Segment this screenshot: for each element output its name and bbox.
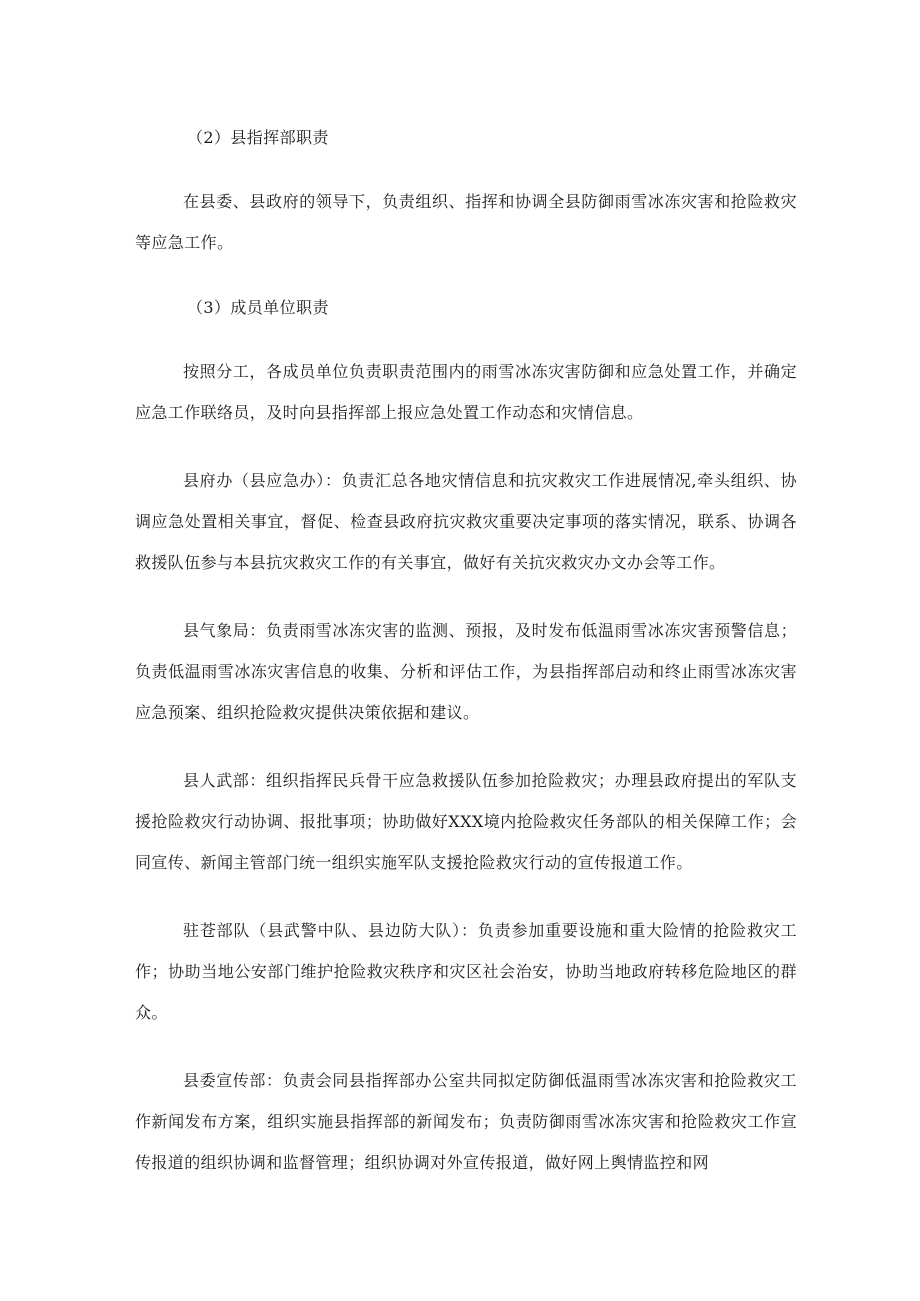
paragraph-stationed-troops: 驻苍部队（县武警中队、县边防大队）：负责参加重要设施和重大险情的抢险救灾工作；协助当地公安部门维护抢险救灾秩序和灾区社会治安，协助当地政府转移危险地区的群众。 xyxy=(135,921,797,1022)
paragraph-county-government-office: 县府办（县应急办）：负责汇总各地灾情信息和抗灾救灾工作进展情况,牵头组织、协调应急处置相关事宜，督促、检查县政府抗灾救灾重要决定事项的落实情况，联系、协调各救援队伍参与本县抗灾救灾工作的有关事宜，做好有关抗灾救灾办文办会等工作。 xyxy=(135,471,797,572)
section-heading-county-command: （2）县指挥部职责 xyxy=(187,128,329,147)
paragraph-county-armed-forces-department: 县人武部：组织指挥民兵骨干应急救援队伍参加抢险救灾；办理县政府提出的军队支援抢险救灾行动协调、报批事项；协助做好XXX境内抢险救灾任务部队的相关保障工作；会同宣传、新闻主管部门统一组织实施军队支援抢险救灾行动的宣传报道工作。 xyxy=(135,771,797,872)
paragraph-county-meteorological-bureau: 县气象局：负责雨雪冰冻灾害的监测、预报，及时发布低温雨雪冰冻灾害预警信息；负责低温雨雪冰冻灾害信息的收集、分析和评估工作，为县指挥部启动和终止雨雪冰冻灾害应急预案、组织抢险救灾提供决策依据和建议。 xyxy=(135,621,797,722)
paragraph-county-command-duties: 在县委、县政府的领导下，负责组织、指挥和协调全县防御雨雪冰冻灾害和抢险救灾等应急工作。 xyxy=(135,192,797,252)
paragraph-county-publicity-department: 县委宣传部：负责会同县指挥部办公室共同拟定防御低温雨雪冰冻灾害和抢险救灾工作新闻发布方案，组织实施县指挥部的新闻发布；负责防御雨雪冰冻灾害和抢险救灾工作宣传报道的组织协调和监督管理；组织协调对外宣传报道，做好网上舆情监控和网 xyxy=(135,1071,797,1172)
paragraph-member-units-duties: 按照分工，各成员单位负责职责范围内的雨雪冰冻灾害防御和应急处置工作，并确定应急工作联络员，及时向县指挥部上报应急处置工作动态和灾情信息。 xyxy=(135,362,797,422)
section-heading-member-units: （3）成员单位职责 xyxy=(187,298,329,317)
